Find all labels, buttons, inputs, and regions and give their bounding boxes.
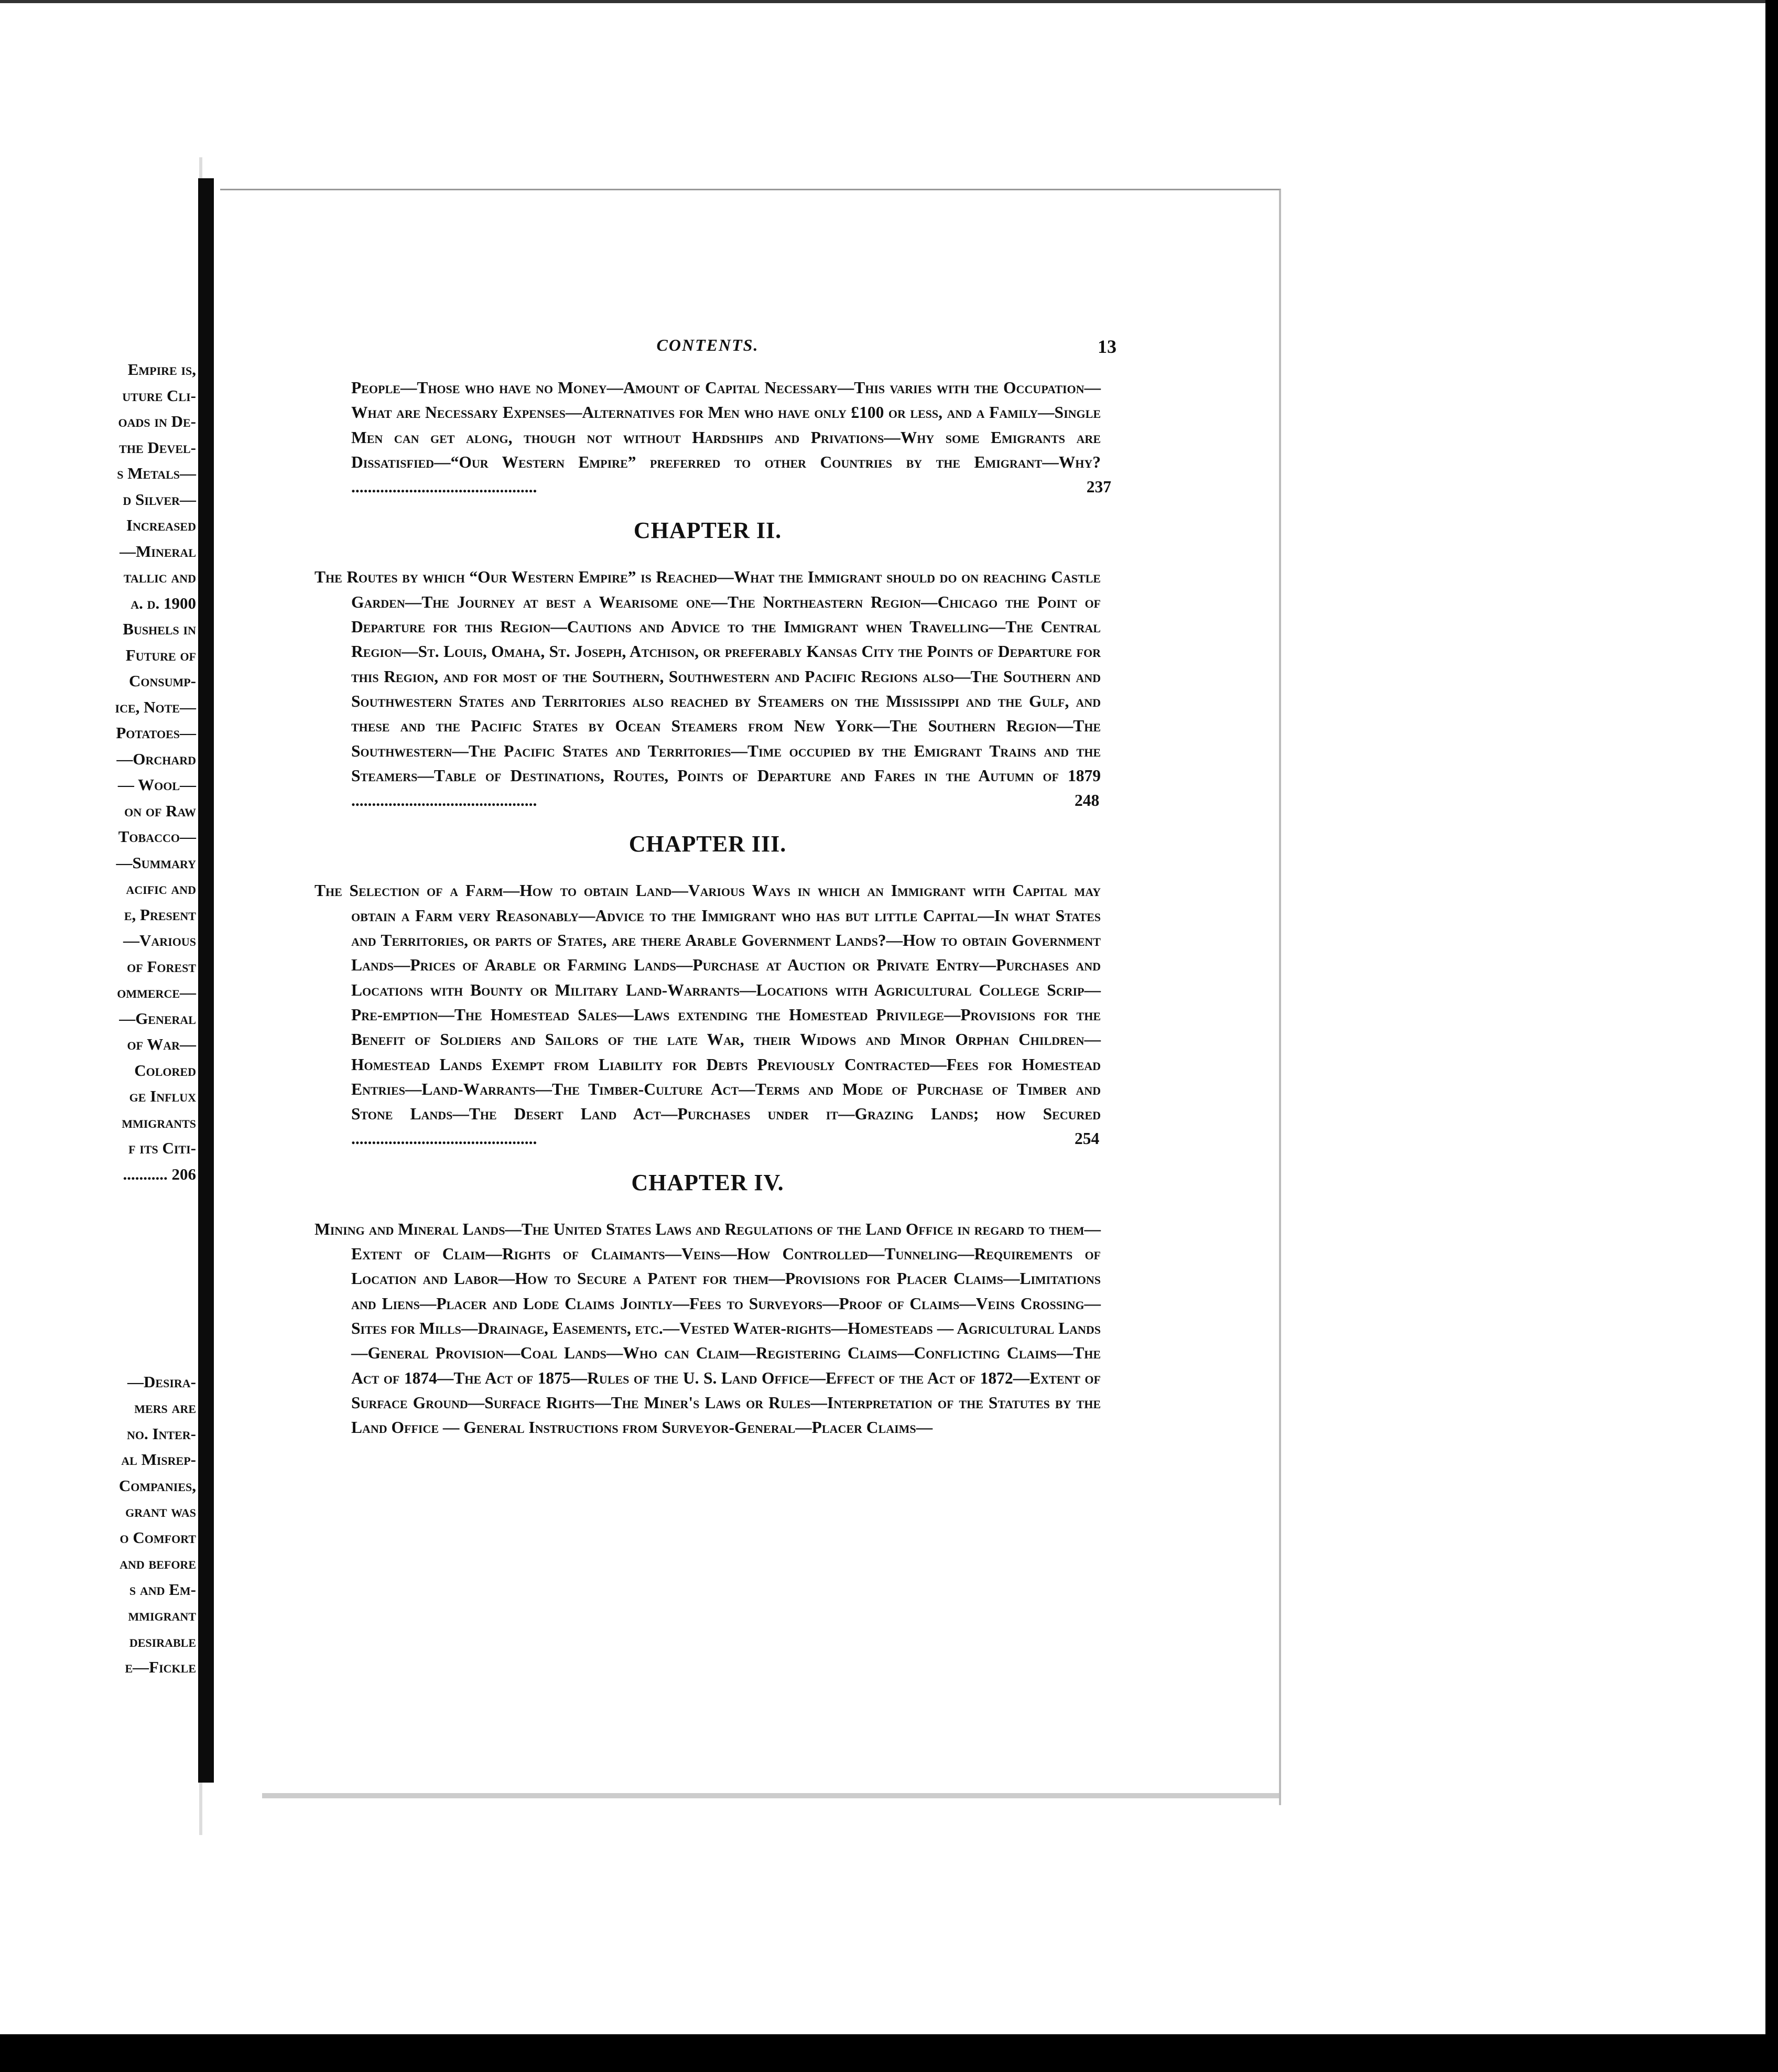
- left-page-line: —Various: [123, 931, 196, 949]
- chapter-heading: CHAPTER III.: [628, 831, 787, 857]
- left-page-line: Tobacco—: [118, 827, 196, 846]
- left-page-line: [115, 1239, 196, 1265]
- left-page-line: ge Influx: [129, 1087, 196, 1105]
- left-page-line: —Mineral: [120, 542, 196, 560]
- left-page-line: Empire is,: [127, 360, 196, 379]
- left-page-line: [115, 1265, 196, 1291]
- left-page-line: —Orchard: [116, 749, 196, 768]
- left-page-line: — Wool—: [117, 775, 196, 794]
- left-page-line: of War—: [127, 1035, 196, 1053]
- left-page-line: e—Fickle: [125, 1658, 196, 1676]
- left-page-line: no. Inter-: [126, 1424, 196, 1443]
- left-page-line: uture Cli-: [122, 386, 196, 405]
- page-number: 13: [1098, 336, 1116, 357]
- toc-entry-text: The Selection of a Farm—How to obtain Land—Various Ways in which an Immigrant with Capital may obtain a Farm very Reasonably—Advice to the Immigrant who has but little Capital—In what States and Territories, or parts of States, are there Arable Government Lands?—How to obtain Government Lands—Prices of Arable or Farming Lands—Purchase at Auction or Private Entry—Purchases and Locations with Bounty or Military Land-Warrants—Locations with Agricultural College Scrip—Pre-emption—The Homestead Sales—Laws extending the Homestead Privilege—Provisions for the Benefit of Soldiers and Sailors of the late War, their Widows and Minor Orphan Children—Homestead Lands Exempt from Liability for Debts Previously Contracted—Fees for Homestead Entries—Land-Warrants—The Timber-Culture Act—Terms and Mode of Purchase of Timber and Stone Lands—The Desert Land Act—Purchases under it—Grazing Lands; how Secured: [315, 881, 1101, 1124]
- left-page-line: —Summary: [116, 853, 196, 872]
- left-page-line: d Silver—: [123, 490, 196, 509]
- scan-bottom-border: [0, 2034, 1778, 2072]
- left-page-line: and before: [120, 1554, 196, 1572]
- toc-entry-text: Mining and Mineral Lands—The United States Laws and Regulations of the Land Office in regard to them—Extent of Claim—Rights of Claimants—Veins—How Controlled—Tunneling—Requirements of Location and Labor—How to Secure a Patent for them—Provisions for Placer Claims—Limitations and Liens—Placer and Lode Claims Jointly—Fees to Surveyors—Proof of Claims—Veins Crossing—Sites for Mills—Drainage, Easements, etc.—Vested Water-rights—Homesteads — Agricultural Lands—General Provision—Coal Lands—Who can Claim—Registering Claims—Conflicting Claims—The Act of 1874—The Act of 1875—Rules of the U. S. Land Office—Effect of the Act of 1872—Extent of Surface Ground—Surface Rights—The Miner's Laws or Rules—Interpretation of the Statutes by the Land Office — General Instructions from Surveyor-General—Placer Claims—: [315, 1220, 1101, 1437]
- left-page-line: grant was: [125, 1502, 196, 1520]
- running-title: CONTENTS.: [656, 336, 759, 354]
- chapter-heading: CHAPTER II.: [633, 517, 782, 544]
- left-page-line: of Forest: [127, 957, 196, 976]
- left-page-line: e, Present: [124, 905, 196, 924]
- left-page-line: o Comfort: [120, 1528, 196, 1547]
- left-page-line: Potatoes—: [116, 724, 196, 742]
- toc-entry-text: People—Those who have no Money—Amount of Capital Necessary—This varies with the Occupation—What are Necessary Expenses—Alternatives for Men who have only £100 or less, and a Family—Single Men can get along, though not without Hardships and Privations—Why some Emigrants are Dissatisfied—“Our Western Empire” preferred to other Countries by the Emigrant—Why?: [351, 379, 1101, 471]
- left-page-line: al Misrep-: [121, 1450, 196, 1469]
- left-page-line: oads in De-: [118, 412, 196, 430]
- left-page-line: mers are: [134, 1398, 196, 1417]
- toc-entry-page: 237: [1086, 478, 1111, 497]
- table-of-contents: [315, 336, 1116, 1440]
- left-page-line: —Desira-: [127, 1372, 196, 1391]
- page-bottom-edge: [262, 1793, 1279, 1798]
- left-page-line: ommerce—: [117, 983, 196, 1001]
- left-page-line: [115, 1187, 196, 1213]
- toc-entry-chapter-4: [315, 1217, 1101, 1440]
- left-page-line: [115, 1213, 196, 1239]
- toc-entry-text: The Routes by which “Our Western Empire” is Reached—What the Immigrant should do on reaching Castle Garden—The Journey at best a Wearisome one—The Northeastern Region—Chicago the Point of Departure for this Region—Cautions and Advice to the Immigrant when Travelling—The Central Region—St. Louis, Omaha, St. Joseph, Atchison, or preferably Kansas City the Points of Departure for this Region, and for most of the Southern, Southwestern and Pacific Regions also—The Southern and Southwestern States and Territories also reached by Steamers on the Mississippi and the Gulf, and these and the Pacific States by Ocean Steamers from New York—The Southern Region—The Southwestern—The Pacific States and Territories—Time occupied by the Emigrant Trains and the Steamers—Table of Destinations, Routes, Points of Departure and Fares in the Autumn of 1879: [315, 568, 1101, 785]
- left-page-line: Colored: [134, 1061, 196, 1080]
- book-binding: [198, 178, 214, 1783]
- running-head: [315, 336, 1116, 372]
- left-page-line: tallic and: [123, 568, 196, 586]
- left-page-line: [115, 1317, 196, 1343]
- left-page-line: the Devel-: [119, 438, 196, 457]
- left-page: [0, 163, 199, 1840]
- left-page-line: Companies,: [118, 1476, 196, 1495]
- left-page-line: desirable: [129, 1632, 196, 1650]
- left-page-line: mmigrants: [122, 1113, 196, 1131]
- left-page-line: a. d. 1900: [131, 593, 196, 612]
- toc-entry-chapter-3: The Selection of a Farm—How to obtain Land—Various Ways in which an Immigrant with Capital may obtain a Farm very Reasonably—Advice to the Immigrant who has but little Capital—In what States and Territories, or parts of States, are there Arable Government Lands?—How to obtain Government Lands—Prices of Arable or Farming Lands—Purchase at Auction or Private Entry—Purchases and Locations with Bounty or Military Land-Warrants—Locations with Agricultural College Scrip—Pre-emption—The Homestead Sales—Laws extending the Homestead Privilege—Provisions for the Benefit of Soldiers and Sailors of the late War, their Widows and Minor Orphan Children—Homestead Lands Exempt from Liability for Debts Previously Contracted—Fees for Homestead Entries—Land-Warrants—The Timber-Culture Act—Terms and Mode of Purchase of Timber and Stone Lands—The Desert Land Act—Purchases under it—Grazing Lands; how Secured ............................................. 254: [315, 881, 1101, 1148]
- left-page-line: [115, 1291, 196, 1317]
- left-page-line: Bushels in: [123, 620, 196, 638]
- left-page-line: f its Citi-: [128, 1139, 196, 1157]
- left-page-line: mmigrant: [128, 1606, 196, 1624]
- toc-entry-chapter-2: The Routes by which “Our Western Empire” is Reached—What the Immigrant should do on reaching Castle Garden—The Journey at best a Wearisome one—The Northeastern Region—Chicago the Point of Departure for this Region—Cautions and Advice to the Immigrant when Travelling—The Central Region—St. Louis, Omaha, St. Joseph, Atchison, or preferably Kansas City the Points of Departure for this Region, and for most of the Southern, Southwestern and Pacific Regions also—The Southern and Southwestern States and Territories also reached by Steamers on the Mississippi and the Gulf, and these and the Pacific States by Ocean Steamers from New York—The Southern Region—The Southwestern—The Pacific States and Territories—Time occupied by the Emigrant Trains and the Steamers—Table of Destinations, Routes, Points of Departure and Fares in the Autumn of 1879 ............................................. 248: [315, 568, 1101, 810]
- left-page-line: ........... 206: [123, 1164, 196, 1183]
- left-page-line: —General: [119, 1009, 196, 1028]
- left-page-line: ice, Note—: [115, 697, 196, 716]
- left-page-line: Future of: [125, 645, 196, 664]
- left-page-line: s Metals—: [117, 464, 196, 482]
- chapter-heading: CHAPTER IV.: [631, 1169, 784, 1195]
- left-page-line: Consump-: [128, 672, 196, 690]
- left-page-line: acific and: [126, 879, 196, 898]
- left-page-text: [115, 357, 196, 1680]
- left-page-line: on of Raw: [124, 801, 196, 820]
- left-page-line: [115, 1343, 196, 1369]
- left-page-line: Increased: [126, 516, 196, 534]
- leader-dots: .............................................: [351, 478, 537, 497]
- top-edge: [0, 0, 1778, 3]
- leader-dots: .............................................: [351, 1129, 537, 1148]
- toc-entry-intro: [315, 375, 1111, 499]
- leader-dots: .............................................: [351, 791, 537, 810]
- left-page-line: s and Em-: [129, 1580, 196, 1599]
- scan-right-border: [1765, 0, 1778, 2072]
